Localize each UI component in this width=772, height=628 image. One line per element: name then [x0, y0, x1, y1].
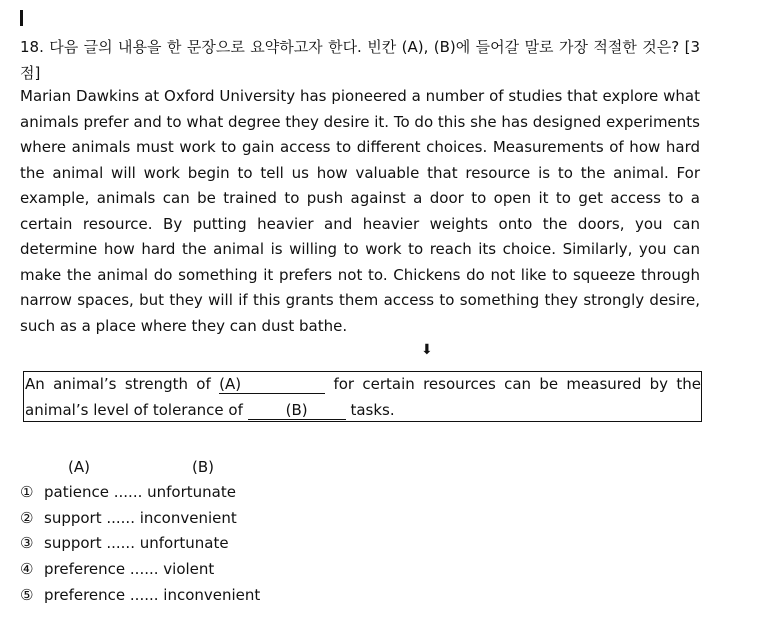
choice-text: patience ...... unfortunate	[44, 483, 236, 501]
column-header-b: (B)	[192, 458, 214, 476]
answer-choice[interactable]	[20, 506, 260, 532]
summary-text: An animal’s strength of	[25, 375, 211, 393]
choice-text: preference ...... inconvenient	[44, 585, 261, 604]
column-header-a: (A)	[68, 458, 90, 476]
blank-b[interactable]: (B)	[248, 401, 346, 420]
summary-text: tasks.	[350, 400, 395, 419]
choice-number: ⑤	[20, 585, 34, 604]
choice-number: ②	[20, 508, 34, 527]
blank-a[interactable]: (A)	[219, 375, 325, 394]
choice-text: support ...... inconvenient	[44, 508, 237, 527]
down-arrow-icon: ⬇	[421, 342, 433, 358]
reading-passage: Marian Dawkins at Oxford University has pioneered a number of studies that explore what animals prefer and to what degree they desire it. To do this she has designed experiments where animals must work to gain access to different choices. Measurements of how hard the animal will work begin to tell us how valuable that resource is to the animal. For example, animals can be trained to push against a door to open it to get access to a certain resource. By putting heavier and heavier weights onto the doors, you can determine how hard the animal is willing to work to reach its choice. Similarly, you can make the animal do something it prefers not to. Chickens do not like to squeeze through narrow spaces, but they will if this grants them access to something they strongly desire, such as a place where they can dust bathe.	[20, 87, 700, 335]
summary-box	[23, 371, 702, 422]
choices-header	[20, 456, 320, 478]
summary-text: for certain resources can be measured by the	[333, 375, 701, 393]
answer-choice[interactable]	[20, 583, 260, 609]
question-prompt: 18. 다음 글의 내용을 한 문장으로 요약하고자 한다. 빈칸 (A), (B)에 들어갈 말로 가장 적절한 것은? [3점]	[20, 38, 700, 82]
summary-text: animal’s level of tolerance of	[25, 400, 243, 419]
answer-choice[interactable]	[20, 531, 260, 557]
choice-text: support ...... unfortunate	[44, 534, 229, 553]
summary-line-2	[25, 398, 701, 424]
summary-line-1	[25, 372, 701, 398]
choice-number: ④	[20, 560, 34, 579]
choice-text: preference ...... violent	[44, 560, 215, 579]
answer-choice[interactable]	[20, 480, 260, 506]
text-cursor-bar	[20, 10, 23, 26]
choice-number: ①	[20, 483, 34, 501]
answer-choices	[20, 480, 260, 608]
answer-choice[interactable]	[20, 557, 260, 583]
choice-number: ③	[20, 534, 34, 553]
